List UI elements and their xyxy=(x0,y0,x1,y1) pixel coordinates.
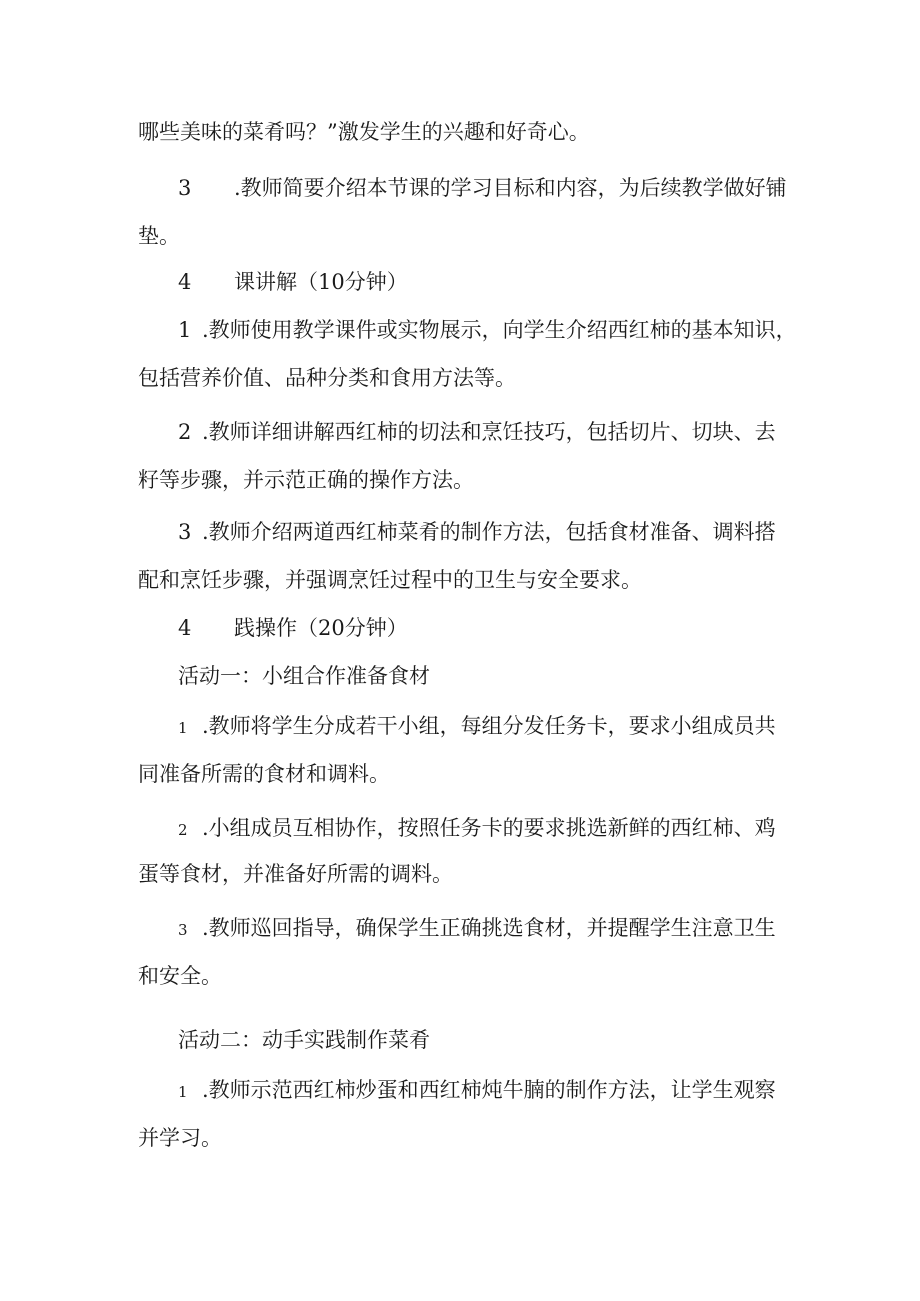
paragraph-line xyxy=(138,760,390,788)
line-text: .教师示范西红柿炒蛋和西红柿炖牛腩的制作方法，让学生观察 xyxy=(202,1078,776,1102)
line-text: 包括营养价值、品种分类和食用方法等。 xyxy=(138,366,516,390)
list-number: 3 xyxy=(178,520,192,544)
paragraph-line xyxy=(178,316,797,344)
line-text: 践操作（20分钟） xyxy=(234,616,408,640)
list-number: 4 xyxy=(178,616,192,640)
line-text: .教师将学生分成若干小组，每组分发任务卡，要求小组成员共 xyxy=(202,714,776,738)
paragraph-line xyxy=(178,518,776,546)
paragraph-line xyxy=(138,566,642,594)
paragraph-line xyxy=(138,860,453,888)
paragraph-line xyxy=(178,814,776,844)
line-text: 配和烹饪步骤，并强调烹饪过程中的卫生与安全要求。 xyxy=(138,568,642,592)
line-text: 和安全。 xyxy=(138,964,222,988)
paragraph-line xyxy=(138,118,590,146)
line-text: .教师巡回指导，确保学生正确挑选食材，并提醒学生注意卫生 xyxy=(202,916,776,940)
section-heading xyxy=(178,614,408,642)
line-text: 同准备所需的食材和调料。 xyxy=(138,762,390,786)
paragraph-line xyxy=(138,962,222,990)
paragraph-line xyxy=(178,418,776,446)
list-number: 4 xyxy=(178,270,192,294)
paragraph-line xyxy=(178,712,776,742)
paragraph-line xyxy=(138,222,180,250)
list-number: 3 xyxy=(178,921,188,939)
paragraph-line xyxy=(138,466,474,494)
activity-heading xyxy=(178,1026,430,1054)
paragraph-line xyxy=(178,174,787,202)
line-text: 并学习。 xyxy=(138,1126,222,1150)
list-number: 2 xyxy=(178,420,192,444)
list-number: 1 xyxy=(178,719,188,737)
line-text: .小组成员互相协作，按照任务卡的要求挑选新鲜的西红柿、鸡 xyxy=(202,816,776,840)
line-text: .教师详细讲解西红柿的切法和烹饪技巧，包括切片、切块、去 xyxy=(202,420,776,444)
line-text: 活动二：动手实践制作菜肴 xyxy=(178,1028,430,1052)
line-text: 哪些美味的菜肴吗？”激发学生的兴趣和好奇心。 xyxy=(138,120,590,144)
activity-heading xyxy=(178,662,430,690)
paragraph-line xyxy=(138,364,516,392)
list-number: 2 xyxy=(178,821,188,839)
paragraph-line xyxy=(138,1124,222,1152)
line-text: .教师使用教学课件或实物展示，向学生介绍西红柿的基本知识， xyxy=(202,318,797,342)
list-number: 1 xyxy=(178,1083,188,1101)
paragraph-line xyxy=(178,914,776,944)
line-text: 活动一：小组合作准备食材 xyxy=(178,664,430,688)
line-text: .教师介绍两道西红柿菜肴的制作方法，包括食材准备、调料搭 xyxy=(202,520,776,544)
line-text: 课讲解（10分钟） xyxy=(234,270,408,294)
line-text: 蛋等食材，并准备好所需的调料。 xyxy=(138,862,453,886)
line-text: .教师简要介绍本节课的学习目标和内容，为后续教学做好铺 xyxy=(234,176,787,200)
line-text: 垫。 xyxy=(138,224,180,248)
section-heading xyxy=(178,268,408,296)
line-text: 籽等步骤，并示范正确的操作方法。 xyxy=(138,468,474,492)
list-number: 3 xyxy=(178,176,192,200)
list-number: 1 xyxy=(178,318,192,342)
paragraph-line xyxy=(178,1076,776,1106)
